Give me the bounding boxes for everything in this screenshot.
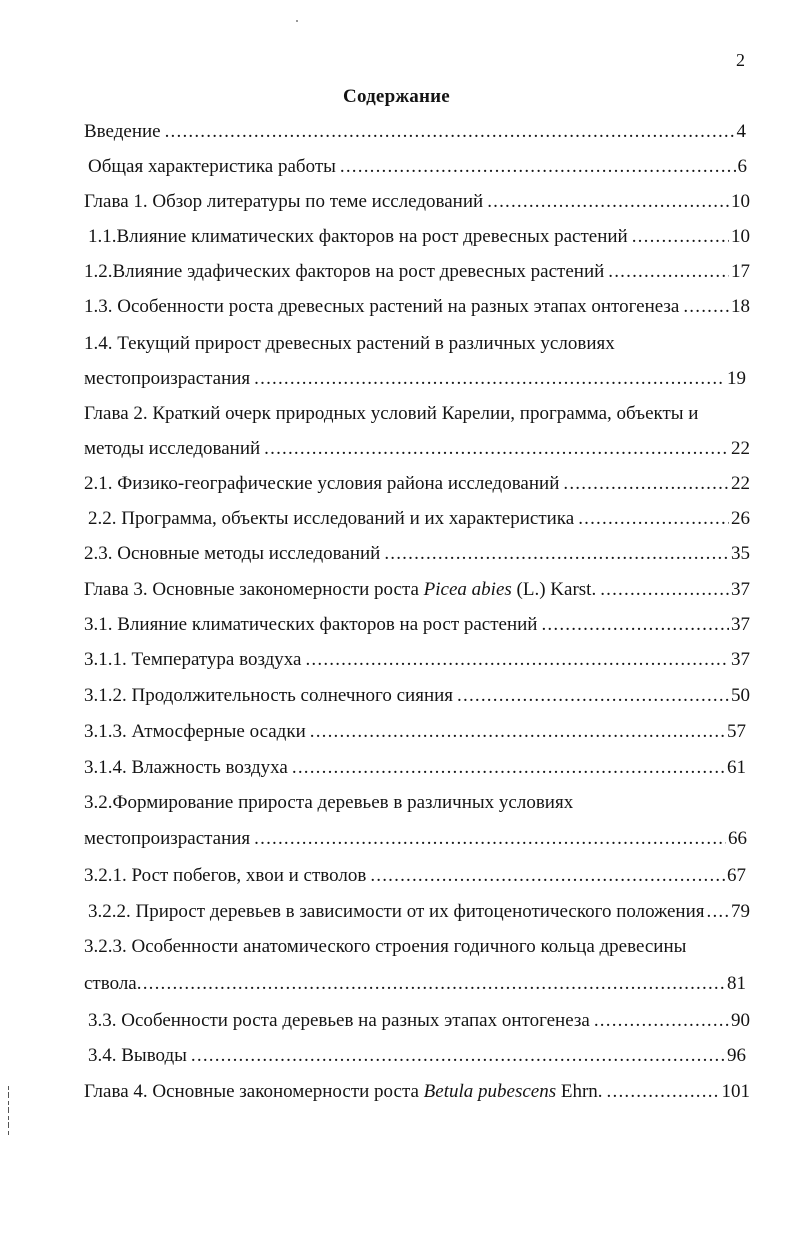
toc-entry-line: 1.4. Текущий прирост древесных растений в различных условиях — [84, 333, 615, 354]
scan-speck — [296, 20, 298, 22]
toc-entry: местопроизрастания ..... 66 — [84, 827, 747, 851]
toc-entry: 1.3. Особенности роста древесных растений на разных этапах онтогенеза ..... 18 — [84, 295, 750, 319]
toc-entry: 2.2. Программа, объекты исследований и их характеристика ..... 26 — [88, 507, 750, 531]
toc-entry: Введение ..... 4 — [84, 120, 746, 144]
toc-entry: 3.4. Выводы ..... 96 — [88, 1044, 746, 1068]
binding-mark — [7, 1086, 10, 1136]
toc-entry: Глава 3. Основные закономерности роста Picea abies (L.) Karst. ..... 37 — [84, 578, 750, 602]
toc-entry: 2.1. Физико-географические условия района исследований ..... 22 — [84, 472, 750, 496]
toc-entry: 2.3. Основные методы исследований ..... 35 — [84, 542, 750, 566]
toc-entry: методы исследований ..... 22 — [84, 437, 750, 461]
toc-entry-line: Глава 2. Краткий очерк природных условий Карелии, программа, объекты и — [84, 403, 699, 424]
toc-entry: 3.1.2. Продолжительность солнечного сияния ..... 50 — [84, 684, 750, 708]
toc-entry: 3.2.2. Прирост деревьев в зависимости от их фитоценотического положения ..... 79 — [88, 900, 750, 924]
toc-entry: 3.1.4. Влажность воздуха ..... 61 — [84, 756, 746, 780]
toc-entry: Глава 4. Основные закономерности роста Betula pubescens Ehrn. ..... 101 — [84, 1080, 750, 1104]
toc-entry: 3.2.1. Рост побегов, хвои и стволов ..... 67 — [84, 864, 746, 888]
page-number: 2 — [736, 50, 745, 70]
toc-entry-line: 3.2.Формирование прироста деревьев в различных условиях — [84, 792, 574, 813]
toc-entry: 3.1.3. Атмосферные осадки ..... 57 — [84, 720, 746, 744]
toc-entry: Общая характеристика работы ..... 6 — [88, 155, 747, 179]
toc-entry: 1.2.Влияние эдафических факторов на рост древесных растений ..... 17 — [84, 260, 750, 284]
toc-title: Содержание — [343, 86, 450, 107]
toc-entry: Глава 1. Обзор литературы по теме исследований ..... 10 — [84, 190, 750, 214]
toc-entry: 3.1. Влияние климатических факторов на рост растений ..... 37 — [84, 613, 750, 637]
toc-entry: 1.1.Влияние климатических факторов на рост древесных растений ..... 10 — [88, 225, 750, 249]
toc-entry: местопроизрастания ..... 19 — [84, 367, 746, 391]
toc-entry: ствола ..... 81 — [84, 972, 746, 996]
toc-entry-line: 3.2.3. Особенности анатомического строения годичного кольца древесины — [84, 936, 687, 957]
toc-entry: 3.1.1. Температура воздуха ..... 37 — [84, 648, 750, 672]
toc-entry: 3.3. Особенности роста деревьев на разных этапах онтогенеза ..... 90 — [88, 1009, 750, 1033]
